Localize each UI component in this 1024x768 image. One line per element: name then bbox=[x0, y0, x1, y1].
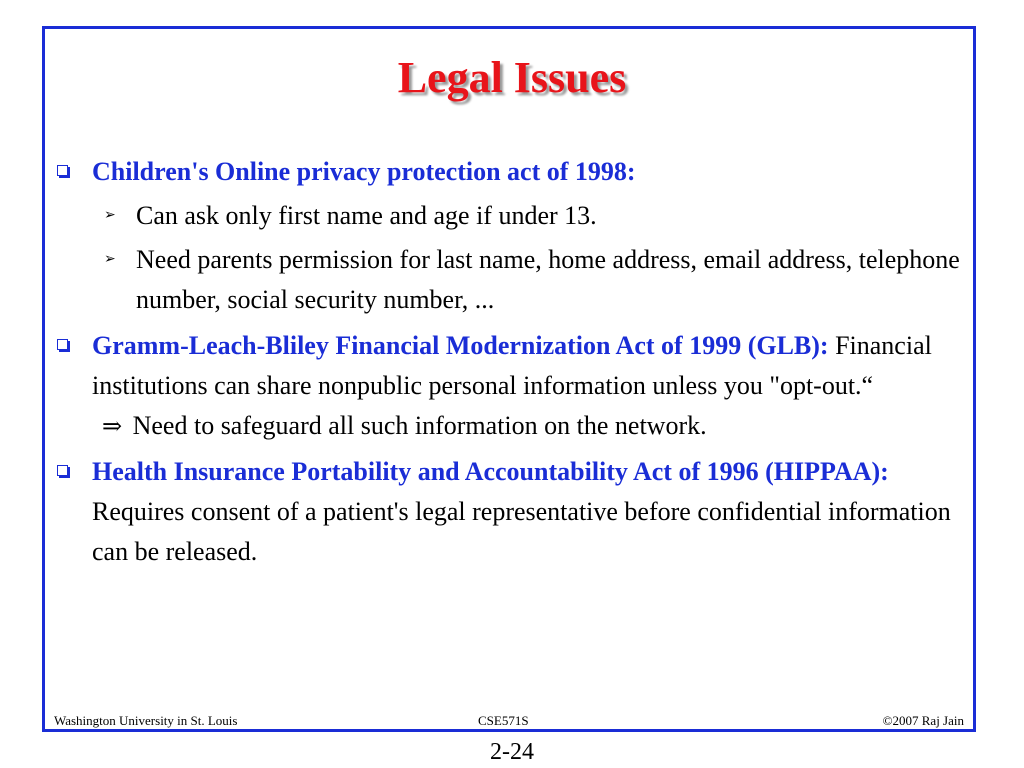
sub-bullet bbox=[92, 240, 962, 320]
sub-bullet-text: Need parents permission for last name, home address, email address, telephone number, social security number, ... bbox=[136, 245, 960, 314]
sub-bullet bbox=[92, 196, 962, 236]
implication-line bbox=[92, 406, 962, 446]
footer-copyright: ©2007 Raj Jain bbox=[882, 713, 964, 728]
sub-bullet-text: Can ask only first name and age if under 13. bbox=[136, 201, 597, 230]
bullet-heading: Health Insurance Portability and Accountability Act of 1996 (HIPPAA): bbox=[92, 457, 889, 486]
implies-symbol: ⇒ bbox=[102, 412, 123, 440]
bullet-glb bbox=[52, 326, 962, 446]
slide-content bbox=[52, 152, 962, 572]
square-bullet-icon bbox=[57, 165, 68, 176]
implication-text: Need to safeguard all such information on the network. bbox=[132, 411, 707, 440]
bullet-heading: Children's Online privacy protection act of 1998: bbox=[92, 157, 636, 186]
square-bullet-icon bbox=[57, 339, 68, 350]
slide-title: Legal Issues bbox=[397, 53, 627, 102]
arrowhead-icon: ➢ bbox=[104, 208, 116, 223]
footer-course: CSE571S bbox=[478, 713, 529, 728]
square-bullet-icon bbox=[57, 465, 68, 476]
bullet-body: Financial institutions can share nonpublic personal information unless you "opt-out.“ bbox=[92, 331, 932, 400]
bullet-coppa bbox=[52, 152, 962, 320]
bullet-hipaa bbox=[52, 452, 962, 572]
footer-institution: Washington University in St. Louis bbox=[54, 713, 238, 728]
arrowhead-icon: ➢ bbox=[104, 252, 116, 267]
page-number: 2-24 bbox=[490, 739, 534, 765]
bullet-body: Requires consent of a patient's legal representative before confidential information can be released. bbox=[92, 497, 951, 566]
bullet-heading: Gramm-Leach-Bliley Financial Modernization Act of 1999 (GLB): bbox=[92, 331, 829, 360]
